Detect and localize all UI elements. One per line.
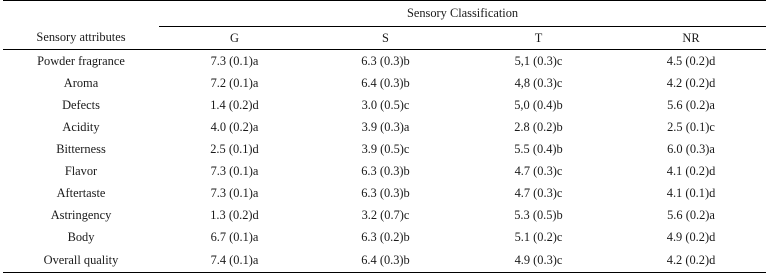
attribute-cell: Defects: [62, 97, 100, 112]
g-cell: 4.0 (0.2)a: [210, 119, 259, 134]
g-cell: 7.3 (0.1)a: [210, 53, 259, 68]
nr-cell: 2.5 (0.1)c: [667, 119, 715, 134]
attribute-cell: Body: [67, 229, 95, 244]
table-row: [3, 182, 766, 204]
group-header-blank-cell: [3, 1, 159, 27]
t-cell: 4.7 (0.3)c: [514, 163, 563, 178]
nr-cell: 4.2 (0.2)d: [616, 248, 766, 273]
t-cell: 5,1 (0.3)c: [514, 53, 563, 68]
table-row: [3, 204, 766, 226]
g-cell: 7.3 (0.1)a: [210, 163, 259, 178]
nr-cell: 4.9 (0.2)d: [666, 229, 716, 244]
attribute-cell: Astringency: [50, 207, 112, 222]
table-row: [3, 94, 766, 116]
g-cell: 6.7 (0.1)a: [210, 229, 259, 244]
attribute-cell: Overall quality: [3, 248, 159, 273]
column-header-attribute: Sensory attributes: [3, 27, 159, 50]
g-cell: 1.4 (0.2)d: [210, 97, 259, 112]
nr-cell: 4.2 (0.2)d: [666, 75, 716, 90]
table-row: [3, 226, 766, 248]
g-cell: 7.4 (0.1)a: [159, 248, 310, 273]
table-row: [3, 50, 766, 73]
attribute-cell: Aftertaste: [56, 185, 106, 200]
s-cell: 6.4 (0.3)b: [361, 75, 410, 90]
t-cell: 2.8 (0.2)b: [514, 119, 563, 134]
column-header-t: T: [461, 27, 616, 50]
t-cell: 5,0 (0.4)b: [514, 97, 563, 112]
t-cell: 5.3 (0.5)b: [514, 207, 563, 222]
nr-cell: 6.0 (0.3)a: [667, 141, 715, 156]
s-cell: 3.0 (0.5)c: [361, 97, 410, 112]
attribute-cell: Acidity: [62, 119, 100, 134]
attribute-cell: Aroma: [63, 75, 99, 90]
t-cell: 5.5 (0.4)b: [514, 141, 563, 156]
sensory-table-container: [3, 0, 766, 273]
s-cell: 6.3 (0.3)b: [361, 163, 410, 178]
g-cell: 1.3 (0.2)d: [210, 207, 259, 222]
column-header-nr: NR: [616, 27, 766, 50]
attribute-cell: Bitterness: [56, 141, 106, 156]
column-header-g: G: [159, 27, 310, 50]
column-header-s: S: [310, 27, 461, 50]
table-row: [3, 160, 766, 182]
nr-cell: 4.1 (0.2)d: [666, 163, 716, 178]
table-row: [3, 72, 766, 94]
s-cell: 3.9 (0.3)a: [361, 119, 410, 134]
t-cell: 4.7 (0.3)c: [514, 185, 563, 200]
s-cell: 6.4 (0.3)b: [310, 248, 461, 273]
t-cell: 4,8 (0.3)c: [514, 75, 563, 90]
group-header-label: Sensory Classification: [159, 1, 766, 27]
table-row: [3, 138, 766, 160]
t-cell: 4.9 (0.3)c: [461, 248, 616, 273]
group-header-row: [3, 1, 766, 27]
t-cell: 5.1 (0.2)c: [514, 229, 563, 244]
s-cell: 6.3 (0.2)b: [361, 229, 410, 244]
attribute-cell: Flavor: [64, 163, 98, 178]
g-cell: 7.3 (0.1)a: [210, 185, 259, 200]
nr-cell: 4.1 (0.1)d: [666, 185, 716, 200]
s-cell: 3.9 (0.5)c: [361, 141, 410, 156]
column-header-row: [3, 27, 766, 50]
s-cell: 6.3 (0.3)b: [361, 53, 410, 68]
nr-cell: 5.6 (0.2)a: [667, 207, 715, 222]
table-header: [3, 1, 766, 50]
g-cell: 7.2 (0.1)a: [210, 75, 259, 90]
nr-cell: 5.6 (0.2)a: [667, 97, 715, 112]
s-cell: 6.3 (0.3)b: [361, 185, 410, 200]
nr-cell: 4.5 (0.2)d: [666, 53, 716, 68]
attribute-cell: Powder fragrance: [37, 53, 125, 68]
g-cell: 2.5 (0.1)d: [210, 141, 259, 156]
table-row: [3, 116, 766, 138]
sensory-table: [3, 0, 766, 273]
s-cell: 3.2 (0.7)c: [361, 207, 410, 222]
table-body: [3, 50, 766, 273]
